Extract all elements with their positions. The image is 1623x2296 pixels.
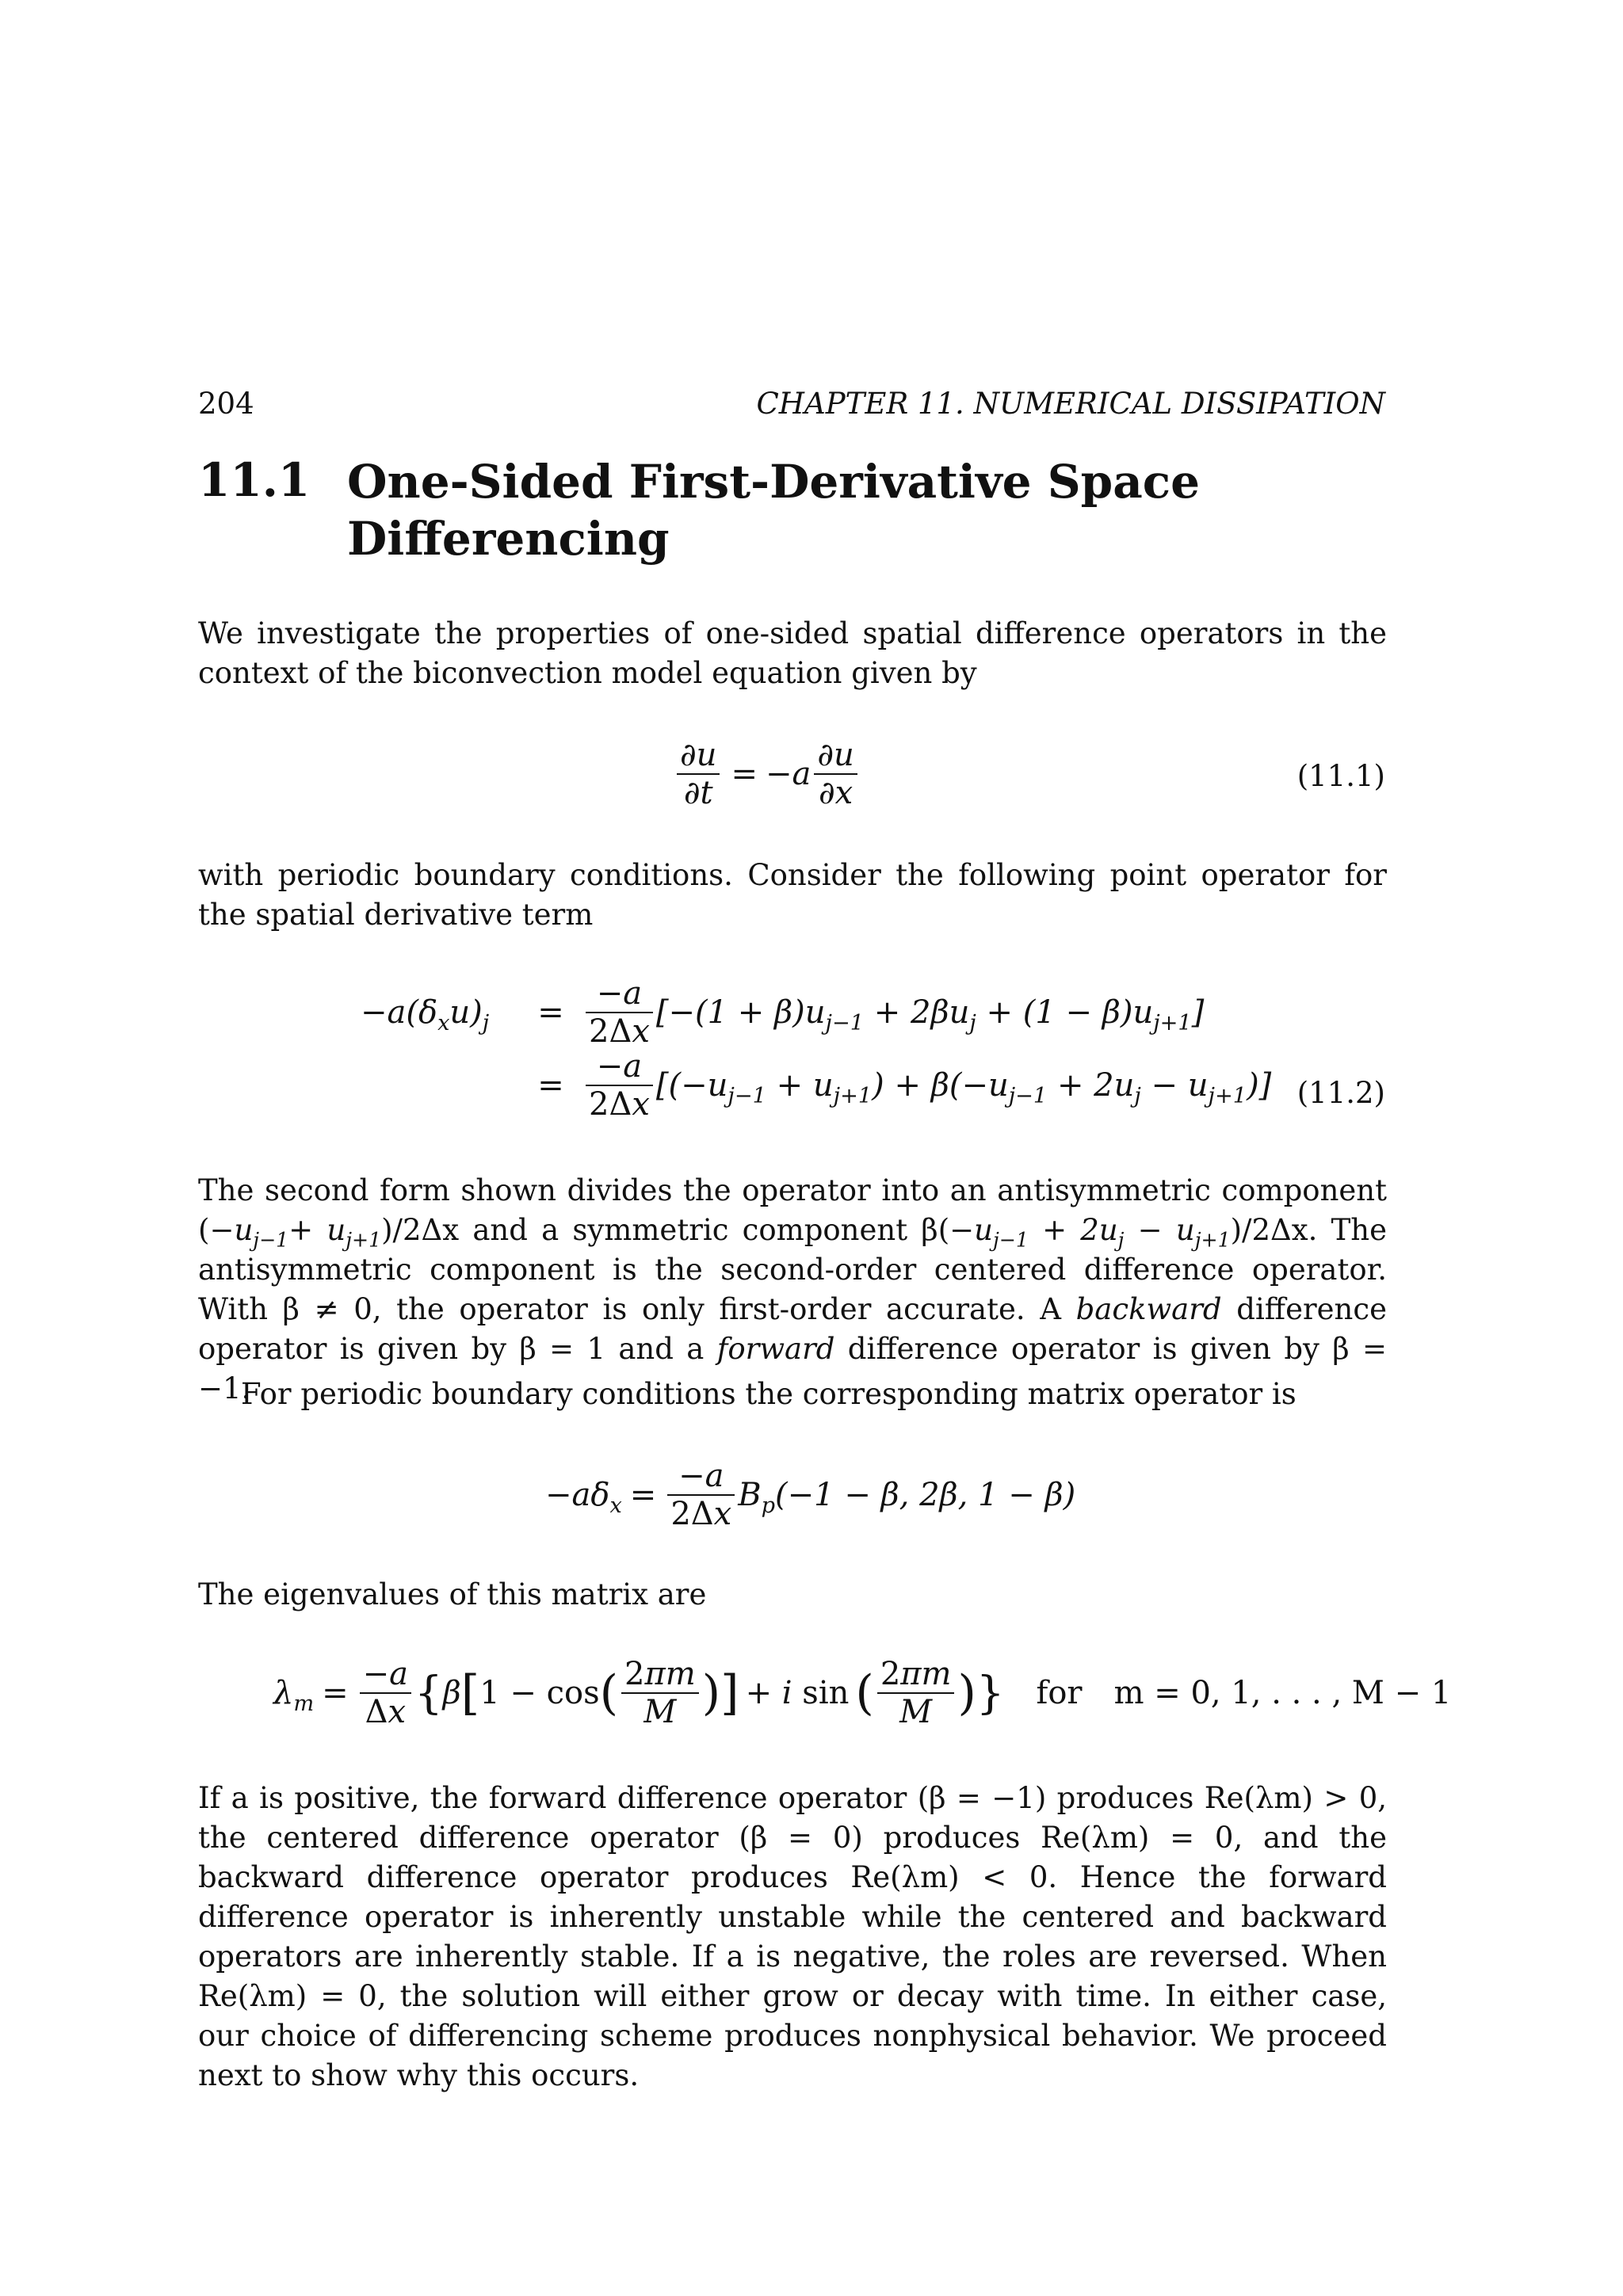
equation-number-11-2: (11.2) [1296, 1076, 1385, 1110]
eigen-for-label: for [1036, 1675, 1083, 1711]
paragraph-eigen-intro: The eigenvalues of this matrix are [198, 1577, 707, 1611]
paragraph-boundary: with periodic boundary conditions. Consider the following point operator for the spatial derivative term [198, 858, 1387, 932]
equation-eigenvalues: $\lambda_m$ = $\frac{-a}{\Delta x}$ { β [ 1 − cos ( $\frac{2\pi m}{M}$ ) ] + i sin ( $\frac{2\pi m}{M}$ ) } for m = 0, 1, . . . , M − 1 [273, 1656, 1452, 1730]
paragraph-intro: We investigate the properties of one-sided spatial difference operators in the context of the biconvection model equation given by [198, 616, 1387, 690]
section-number: 11.1 [198, 453, 311, 507]
equation-matrix-operator: $-a\delta_x$ = $\frac{-a}{2\Delta x}$ $B_p(-1 - \beta$, 2β, 1 − β) [545, 1458, 1076, 1532]
page-number: 204 [198, 387, 254, 421]
paragraph-periodic: For periodic boundary conditions the corresponding matrix operator is [241, 1377, 1296, 1411]
section-title: One-Sided First-Derivative Space Differencing [347, 455, 1201, 566]
equation-11-1: $\frac{\partial u}{\partial t}$ = −a $\frac{\partial u}{\partial x}$ [674, 737, 861, 811]
eigen-range: m = 0, 1, . . . , M − 1 [1113, 1675, 1452, 1711]
equation-11-2: $-a(\delta_xu)_j$ = $\frac{-a}{2\Delta x}$ $[-(1 + \beta)u_{j-1} + 2\beta u_j + (1 - \beta)u_{j+1}]$ = $\frac{-a}{2\Delta x}$ $[(-u_{j-1} + u_{j+1}) + \beta(-u_{j-1} + 2u_j - u_{j+1})]$ [361, 975, 1272, 1123]
equation-number-11-1: (11.1) [1296, 759, 1385, 793]
eq2-lhs: $-a(\delta_xu)_j$ [361, 994, 490, 1035]
paragraph-stability: If a is positive, the forward difference operator (β = −1) produces Re(λm) > 0, the centered difference operator (β = 0) produces Re(λm) = 0, and the backward difference operator produces Re(λm) < 0. Hence the forward difference operator is inherently unstable while the centered and backward operators are inherently stable. If a is negative, the roles are reversed. When Re(λm) = 0, the solution will either grow or decay with time. In either case, our choice of differencing scheme produces nonphysical behavior. We proceed next to show why this occurs. [198, 1781, 1387, 2092]
running-header: CHAPTER 11. NUMERICAL DISSIPATION [756, 387, 1385, 421]
paragraph-second-form: The second form shown divides the operator into an antisymmetric component $(-u_{j-1}+ u_{j+1})/2\Delta x$ and a symmetric component $\beta(-u_{j-1} + 2u_j - u_{j+1})/2\Delta x$. The antisymmetric component is the second-order centered difference operator. With β ≠ 0, the operator is only first-order accurate. A backward difference operator is given by β = 1 and a forward difference operator is given by β = −1. [198, 1173, 1387, 1405]
